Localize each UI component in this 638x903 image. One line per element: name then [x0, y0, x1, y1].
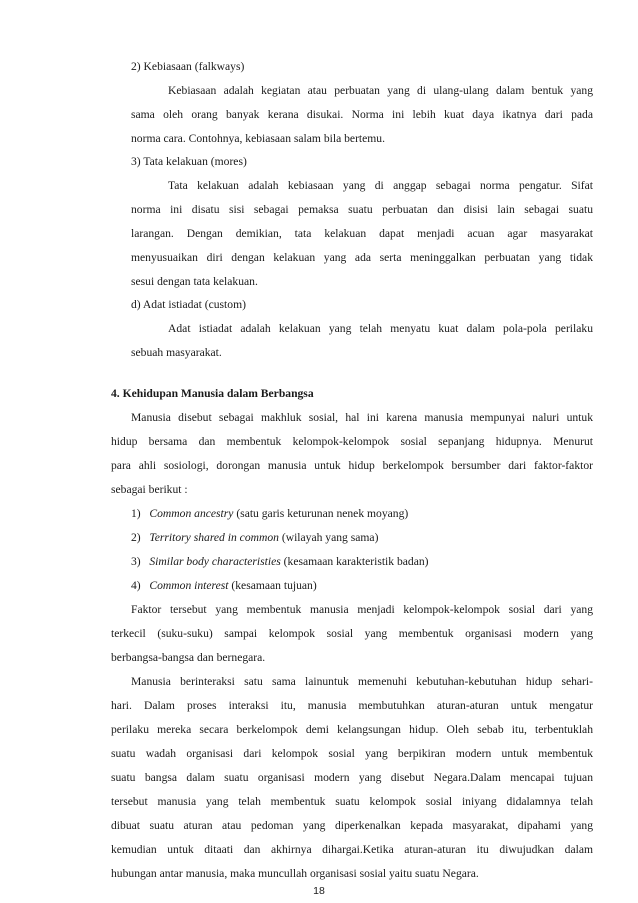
paragraph-line: hari. Dalam proses interaksi itu, manusia membutuhkan aturan-aturan untuk mengatur — [111, 699, 593, 712]
list-item-description: (wilayah yang sama) — [278, 531, 379, 544]
paragraph-line: suatu bangsa dalam suatu organisasi modern yang disebut Negara.Dalam mencapai tujuan — [111, 771, 593, 784]
subsection-heading-tata-kelakuan: 3) Tata kelakuan (mores) — [131, 155, 247, 168]
paragraph-line: Tata kelakuan adalah kebiasaan yang di anggap sebagai norma pengatur. Sifat — [168, 179, 593, 192]
paragraph-line: berbangsa-bangsa dan bernegara. — [111, 651, 266, 664]
paragraph-line: Adat istiadat adalah kelakuan yang telah menyatu kuat dalam pola-pola perilaku — [168, 322, 593, 335]
paragraph-line: sebuah masyarakat. — [131, 346, 222, 359]
paragraph-line: norma ini disatu sisi sebagai pemaksa suatu perbuatan dan disisi lain sebagai suatu — [131, 203, 593, 216]
paragraph-line: tersebut manusia yang telah membentuk suatu kelompok sosial iniyang didalamnya telah — [111, 795, 593, 808]
paragraph-line: sama oleh orang banyak kerana disukai. Norma ini lebih kuat daya ikatnya dari pada — [131, 108, 593, 121]
paragraph-line: Manusia berinteraksi satu sama lainuntuk memenuhi kebutuhan-kebutuhan hidup sehari- — [131, 675, 593, 688]
paragraph-line: sesui dengan tata kelakuan. — [131, 275, 258, 288]
list-item-description: (kesamaan karakteristik badan) — [280, 555, 429, 568]
paragraph-line: Manusia disebut sebagai makhluk sosial, hal ini karena manusia mempunyai naluri untuk — [131, 411, 593, 424]
paragraph-line: suatu wadah organisasi dari kelompok sosial yang berpikiran modern untuk membentuk — [111, 747, 593, 760]
list-item-term: Similar body characteristies — [149, 555, 281, 568]
list-item — [131, 555, 429, 569]
paragraph-line: norma cara. Contohnya, kebiasaan salam bila bertemu. — [131, 132, 386, 145]
paragraph-line: larangan. Dengan demikian, tata kelakuan dapat menjadi acuan agar masyarakat — [131, 227, 593, 240]
list-item-number: 2) — [131, 531, 141, 544]
paragraph-line: hidup bersama dan membentuk kelompok-kelompok sosial sepanjang hidupnya. Menurut — [111, 435, 593, 448]
paragraph-line: Kebiasaan adalah kegiatan atau perbuatan yang di ulang-ulang dalam bentuk yang — [168, 84, 593, 97]
paragraph-line: para ahli sosiologi, dorongan manusia untuk hidup berkelompok bersumber dari faktor-faktor — [111, 459, 593, 472]
paragraph-line: menyusuaikan diri dengan kelakuan yang ada serta meninggalkan perbuatan yang tidak — [131, 251, 593, 264]
list-item-number: 3) — [131, 555, 141, 568]
paragraph-line: terkecil (suku-suku) sampai kelompok sosial yang membentuk organisasi modern yang — [111, 627, 593, 640]
paragraph-line: kemudian untuk ditaati dan akhirnya dihargai.Ketika aturan-aturan itu diwujudkan dalam — [111, 843, 593, 856]
list-item-term: Territory shared in common — [149, 531, 279, 544]
list-item-number: 4) — [131, 579, 141, 592]
paragraph-line: sebagai berikut : — [111, 483, 188, 496]
list-item — [131, 579, 317, 593]
paragraph-line: hubungan antar manusia, maka muncullah organisasi sosial yaitu suatu Negara. — [111, 867, 479, 880]
paragraph-line: Faktor tersebut yang membentuk manusia menjadi kelompok-kelompok sosial dari yang — [131, 603, 593, 616]
subsection-heading-kebiasaan: 2) Kebiasaan (falkways) — [131, 60, 245, 73]
list-item-term: Common interest — [149, 579, 229, 592]
list-item-number: 1) — [131, 507, 141, 520]
list-item — [131, 531, 378, 545]
list-item-term: Common ancestry — [149, 507, 234, 520]
list-item-description: (satu garis keturunan nenek moyang) — [233, 507, 409, 520]
paragraph-line: dibuat suatu aturan atau pedoman yang diperkenalkan kepada masyarakat, dipahami yang — [111, 819, 593, 832]
page-number: 18 — [313, 885, 325, 897]
paragraph-line: perilaku mereka secara berkelompok demi kelangsungan hidup. Oleh sebab itu, terbentuklah — [111, 723, 593, 736]
list-item-description: (kesamaan tujuan) — [228, 579, 317, 592]
section-heading-kehidupan-manusia: 4. Kehidupan Manusia dalam Berbangsa — [111, 387, 314, 400]
list-item — [131, 507, 408, 521]
subsection-heading-adat-istiadat: d) Adat istiadat (custom) — [131, 298, 246, 311]
